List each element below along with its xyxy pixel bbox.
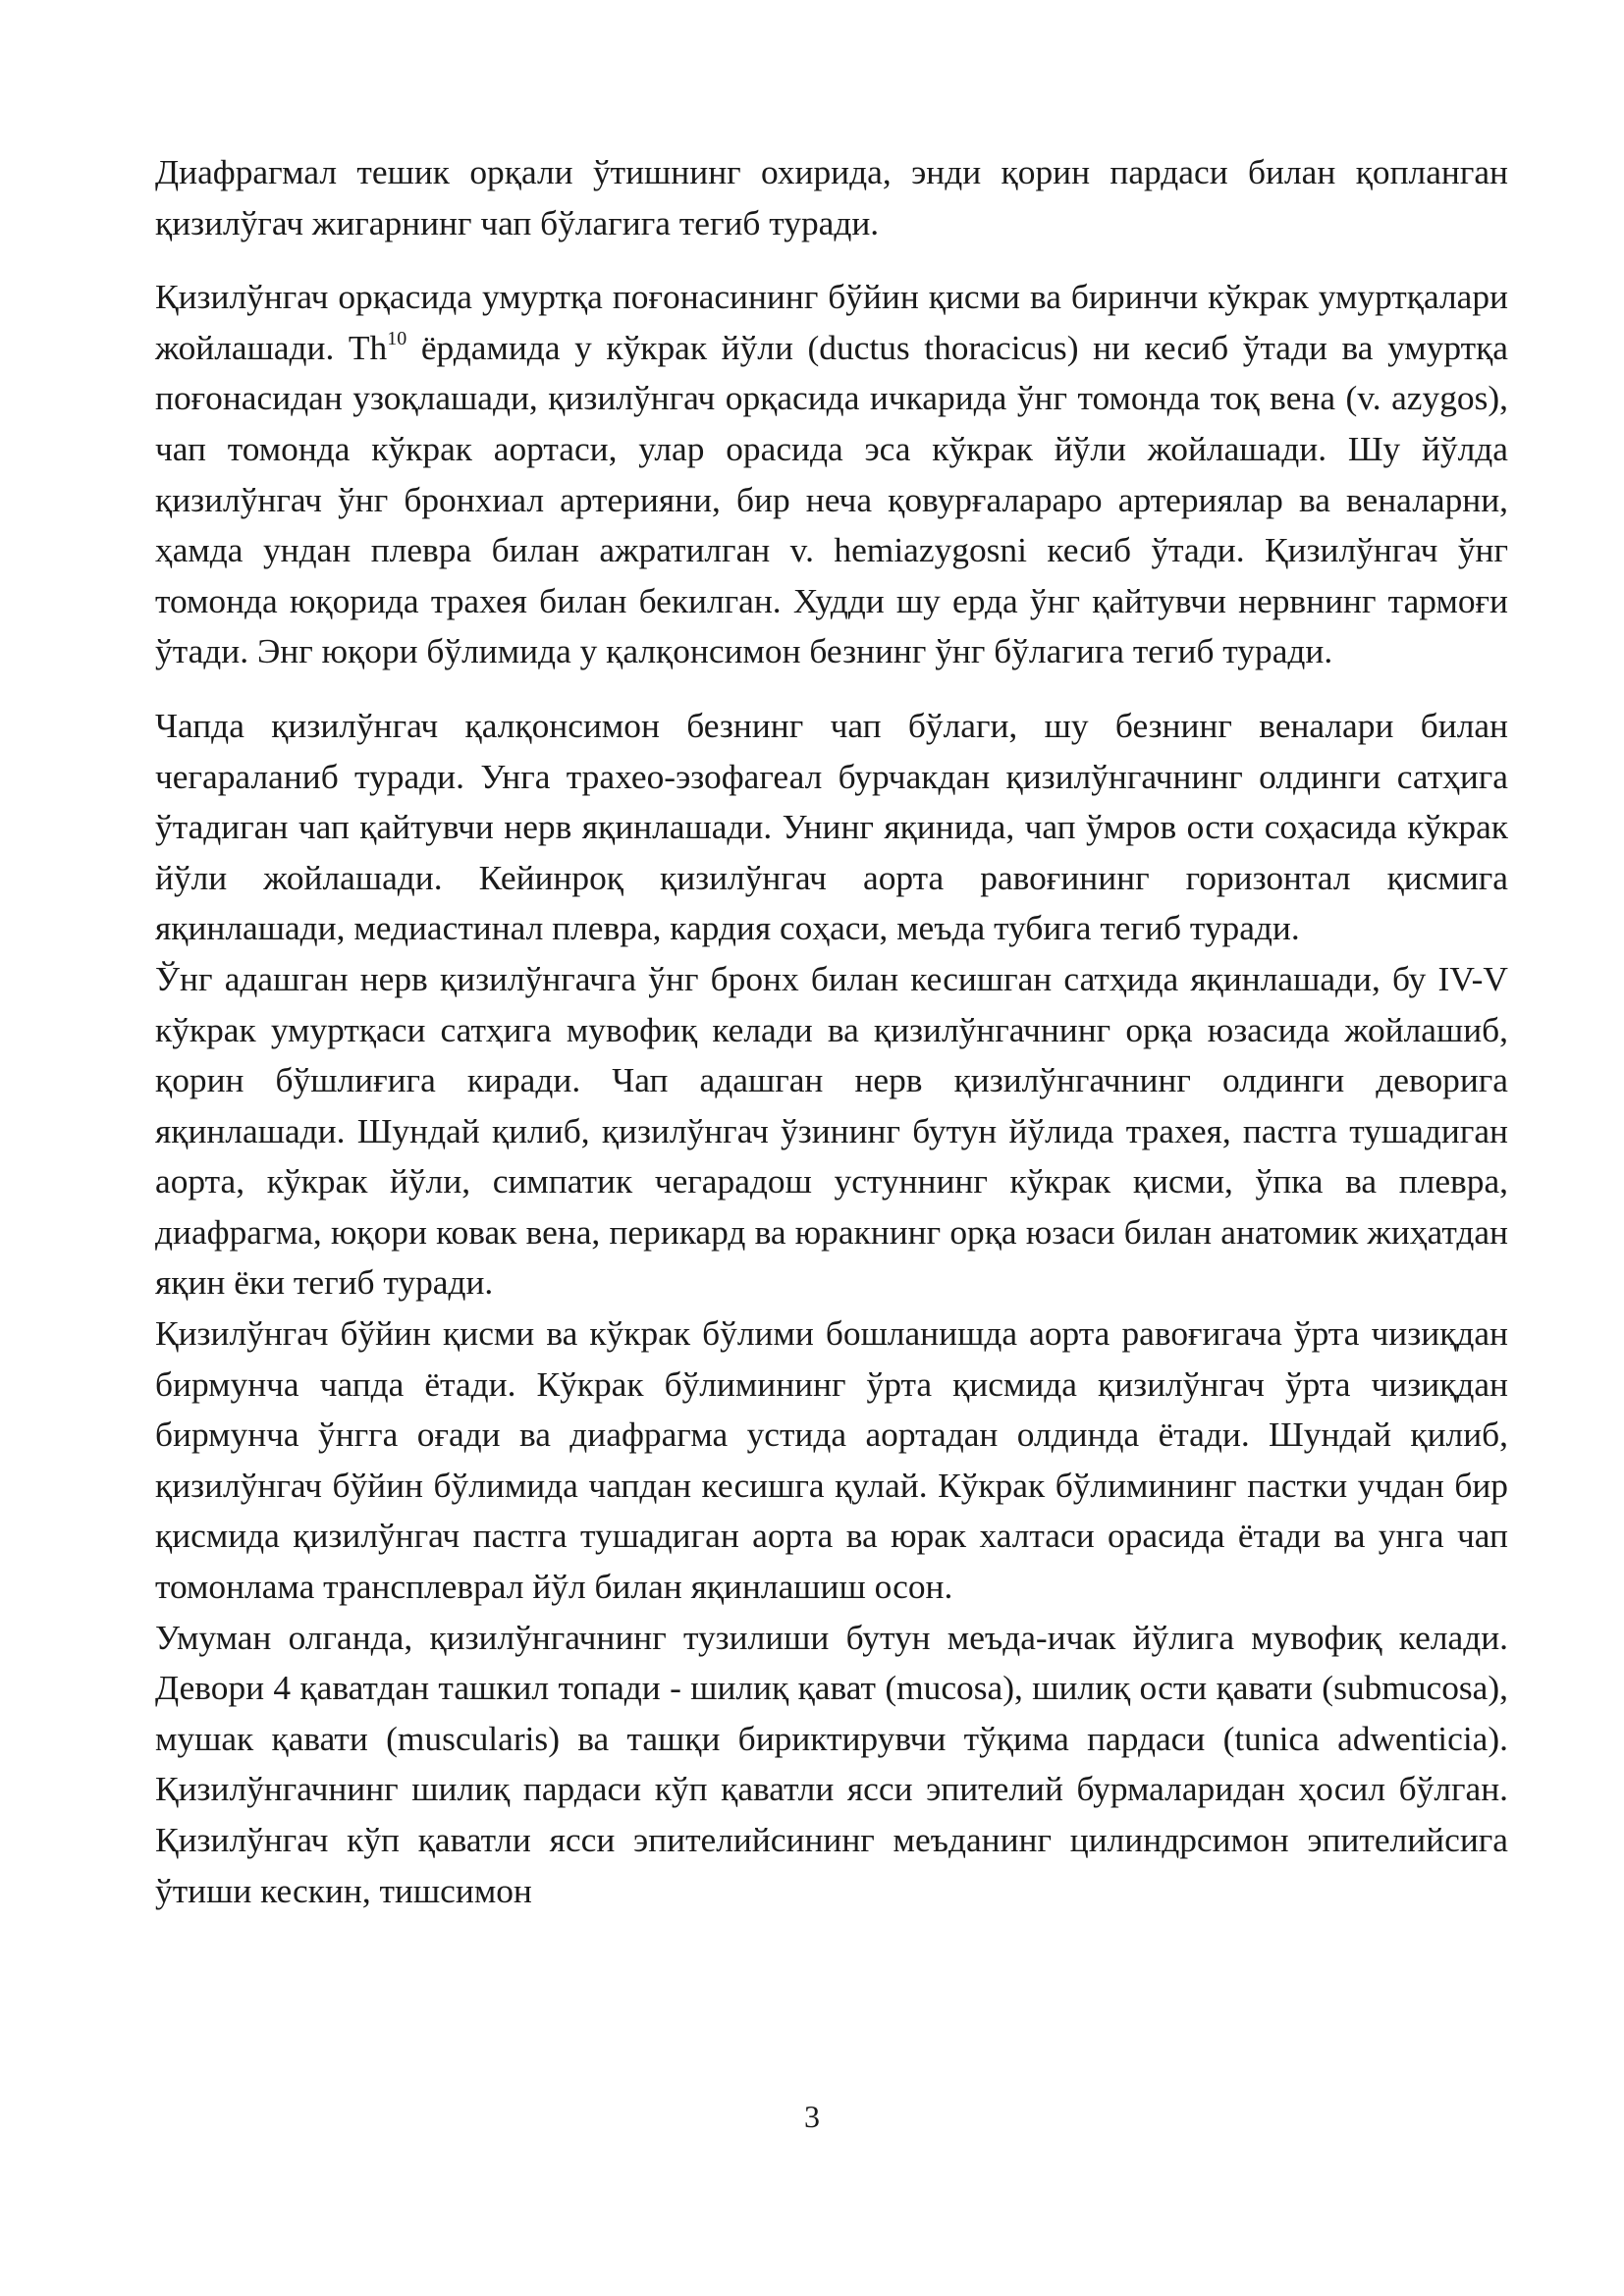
body-text [155, 147, 1508, 1916]
paragraph-4: Ўнг адашган нерв қизилўнгачга ўнг бронх билан кесишган сатҳида яқинлашади, бу IV-V кўкрак умуртқаси сатҳига мувофиқ келади ва қизилўнгачнинг орқа юзасида жойлашиб, қорин бўшлиғига киради. Чап адашган нерв қизилўнгачнинг олдинги деворига яқинлашади. Шундай қилиб, қизилўнгач ўзининг бутун йўлида трахея, пастга тушадиган аорта, кўкрак йўли, симпатик чегарадош устуннинг кўкрак қисми, ўпка ва плевра, диафрагма, юқори ковак вена, перикард ва юракнинг орқа юзаси билан анатомик жиҳатдан яқин ёки тегиб туради. [155, 958, 1508, 1303]
paragraph-3: Чапда қизилўнгач қалқонсимон безнинг чап бўлаги, шу безнинг веналари билан чегараланиб туради. Унга трахео-эзофагеал бурчакдан қизилўнгачнинг олдинги сатҳига ўтадиган чап қайтувчи нерв яқинлашади. Унинг яқинида, чап ўмров ости соҳасида кўкрак йўли жойлашади. Кейинроқ қизилўнгач аорта равоғининг горизонтал қисмига яқинлашади, медиастинал плевра, кардия соҳаси, меъда тубига тегиб туради. [155, 705, 1508, 948]
page-number: 3 [804, 2099, 820, 2134]
paragraph-6: Умуман олганда, қизилўнгачнинг тузилиши бутун меъда-ичак йўлига мувофиқ келади. Девори 4 қаватдан ташкил топади - шилиқ қават (mucosa), шилиқ ости қавати (submucosa), мушак қавати (muscularis) ва ташқи бириктирувчи тўқима пардаси (tunica adwenticia). Қизилўнгачнинг шилиқ пардаси кўп қаватли ясси эпителий бурмаларидан ҳосил бўлган. Қизилўнгач кўп қаватли ясси эпителийсининг меъданинг цилиндрсимон эпителийсига ўтиши кескин, тишсимон [155, 1617, 1508, 1910]
vertebra-superscript: 10 [387, 327, 407, 349]
paragraph-2-rest: ёрдамида у кўкрак йўли (ductus thoracicus) ни кесиб ўтади ва умуртқа поғонасидан узоқлашади, қизилўнгач орқасида ичкарида ўнг томонда тоқ вена (v. azygos), чап томонда кўкрак аортаси, улар орасида эса кўкрак йўли жойлашади. Шу йўлда қизилўнгач ўнг бронхиал артерияни, бир неча қовурғалараро артериялар ва веналарни, ҳамда ундан плевра билан ажратилган v. hemiazygosni кесиб ўтади. Қизилўнгач ўнг томонда юқорида трахея билан бекилган. Худди шу ерда ўнг қайтувчи нервнинг тармоғи ўтади. Энг юқори бўлимида у қалқонсимон безнинг ўнг бўлагига тегиб туради. [155, 327, 1508, 671]
paragraph-5: Қизилўнгач бўйин қисми ва кўкрак бўлими бошланишда аорта равоғигача ўрта чизиқдан бирмунча чапда ётади. Кўкрак бўлимининг ўрта қисмида қизилўнгач ўрта чизиқдан бирмунча ўнгга оғади ва диафрагма устида аортадан олдинда ётади. Шундай қилиб, қизилўнгач бўйин бўлимида чапдан кесишга қулай. Кўкрак бўлимининг пастки учдан бир қисмида қизилўнгач пастга тушадиган аорта ва юрак халтаси орасида ётади ва унга чап томонлама трансплеврал йўл билан яқинлашиш осон. [155, 1313, 1508, 1607]
paragraph-2-start: Қизилўнгач орқасида умуртқа поғонасининг бўйин қисми ва биринчи кўкрак умуртқалари жойлашади. Th [155, 277, 1508, 367]
paragraph-2 [155, 272, 1508, 677]
paragraph-1: Диафрагмал тешик орқали ўтишнинг охирида, энди қорин пардаси билан қопланган қизилўгач жигарнинг чап бўлагига тегиб туради. [155, 152, 1508, 242]
